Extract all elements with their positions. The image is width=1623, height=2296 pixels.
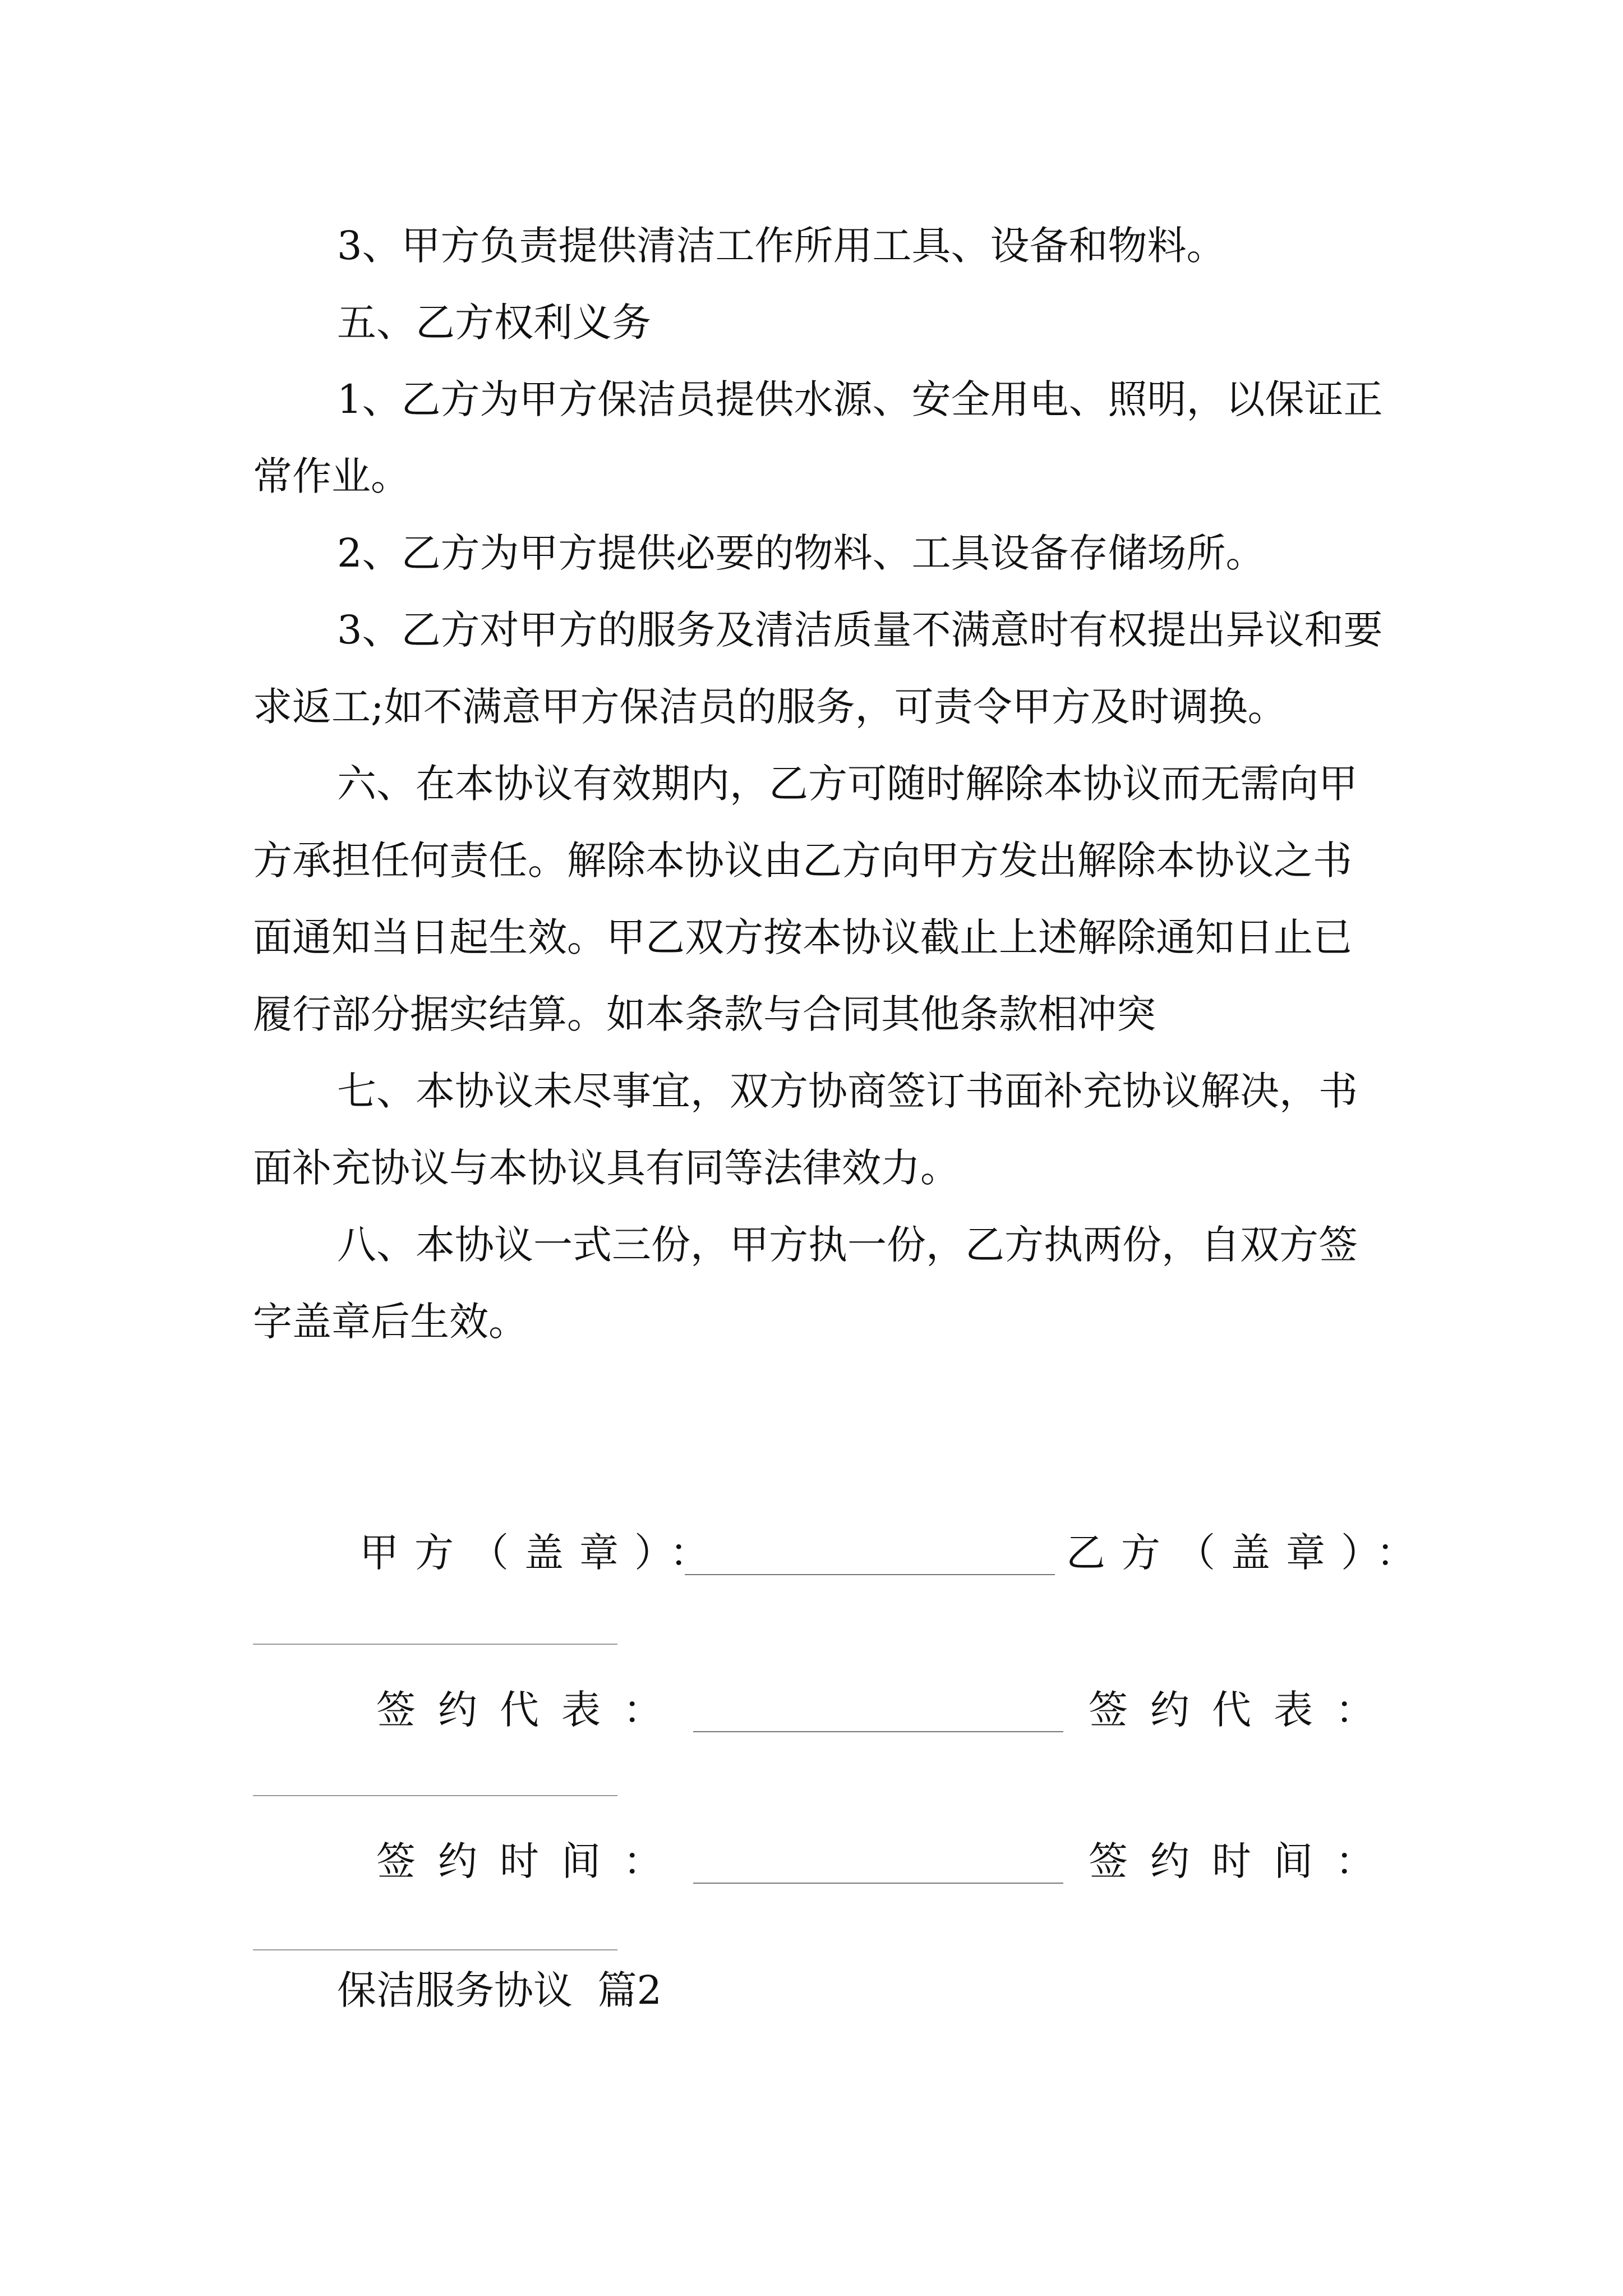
paragraph-party-a-tools: 3、甲方负责提供清洁工作所用工具、设备和物料。	[337, 223, 1226, 269]
clause-eight-copies: 八、本协议一式三份，甲方执一份，乙方执两份，自双方签字盖章后生效。	[253, 1222, 1358, 1345]
signature-row-seal	[253, 1515, 1431, 1591]
party-a-seal-blank[interactable]	[685, 1574, 1055, 1575]
clause-six-termination: 六、在本协议有效期内，乙方可随时解除本协议而无需向甲方承担任何责任。解除本协议由乙方向甲方发出解除本协议之书面通知当日起生效。甲乙双方按本协议截止上述解除通知日止已履行部分据实结算。如本条款与合同其他条款相冲突	[253, 761, 1358, 1037]
party-a-representative-label: 签约代表：	[376, 1687, 685, 1733]
paragraph-party-b-storage: 2、乙方为甲方提供必要的物料、工具设备存储场所。	[337, 530, 1265, 576]
paragraph-party-b-utilities: 1、乙方为甲方保洁员提供水源、安全用电、照明，以保证正常作业。	[253, 376, 1383, 499]
party-a-date-label: 签约时间：	[376, 1838, 685, 1884]
party-b-seal-label: 乙方（盖章）：	[1066, 1530, 1431, 1576]
signature-row-representative	[253, 1672, 1397, 1749]
party-b-date-label: 签约时间：	[1089, 1838, 1397, 1884]
paragraph-party-b-objection: 3、乙方对甲方的服务及清洁质量不满意时有权提出异议和要求返工;如不满意甲方保洁员的服务，可责令甲方及时调换。	[253, 607, 1383, 730]
next-section-title: 保洁服务协议 篇2	[337, 1967, 662, 2013]
signature-row-date	[253, 1823, 1397, 1900]
heading-party-b-rights: 五、乙方权利义务	[337, 300, 651, 346]
agreement-body	[253, 208, 1386, 1360]
clause-seven-supplement: 七、本协议未尽事宜，双方协商签订书面补充协议解决，书面补充协议与本协议具有同等法律效力。	[253, 1068, 1358, 1191]
party-a-date-blank[interactable]	[693, 1883, 1063, 1884]
party-b-representative-label: 签约代表：	[1089, 1687, 1397, 1733]
party-a-representative-blank[interactable]	[693, 1731, 1063, 1732]
party-b-representative-blank[interactable]	[253, 1795, 617, 1796]
party-b-seal-blank[interactable]	[253, 1644, 617, 1645]
party-b-date-blank[interactable]	[253, 1949, 617, 1950]
party-a-seal-label: 甲方（盖章）：	[359, 1530, 725, 1576]
